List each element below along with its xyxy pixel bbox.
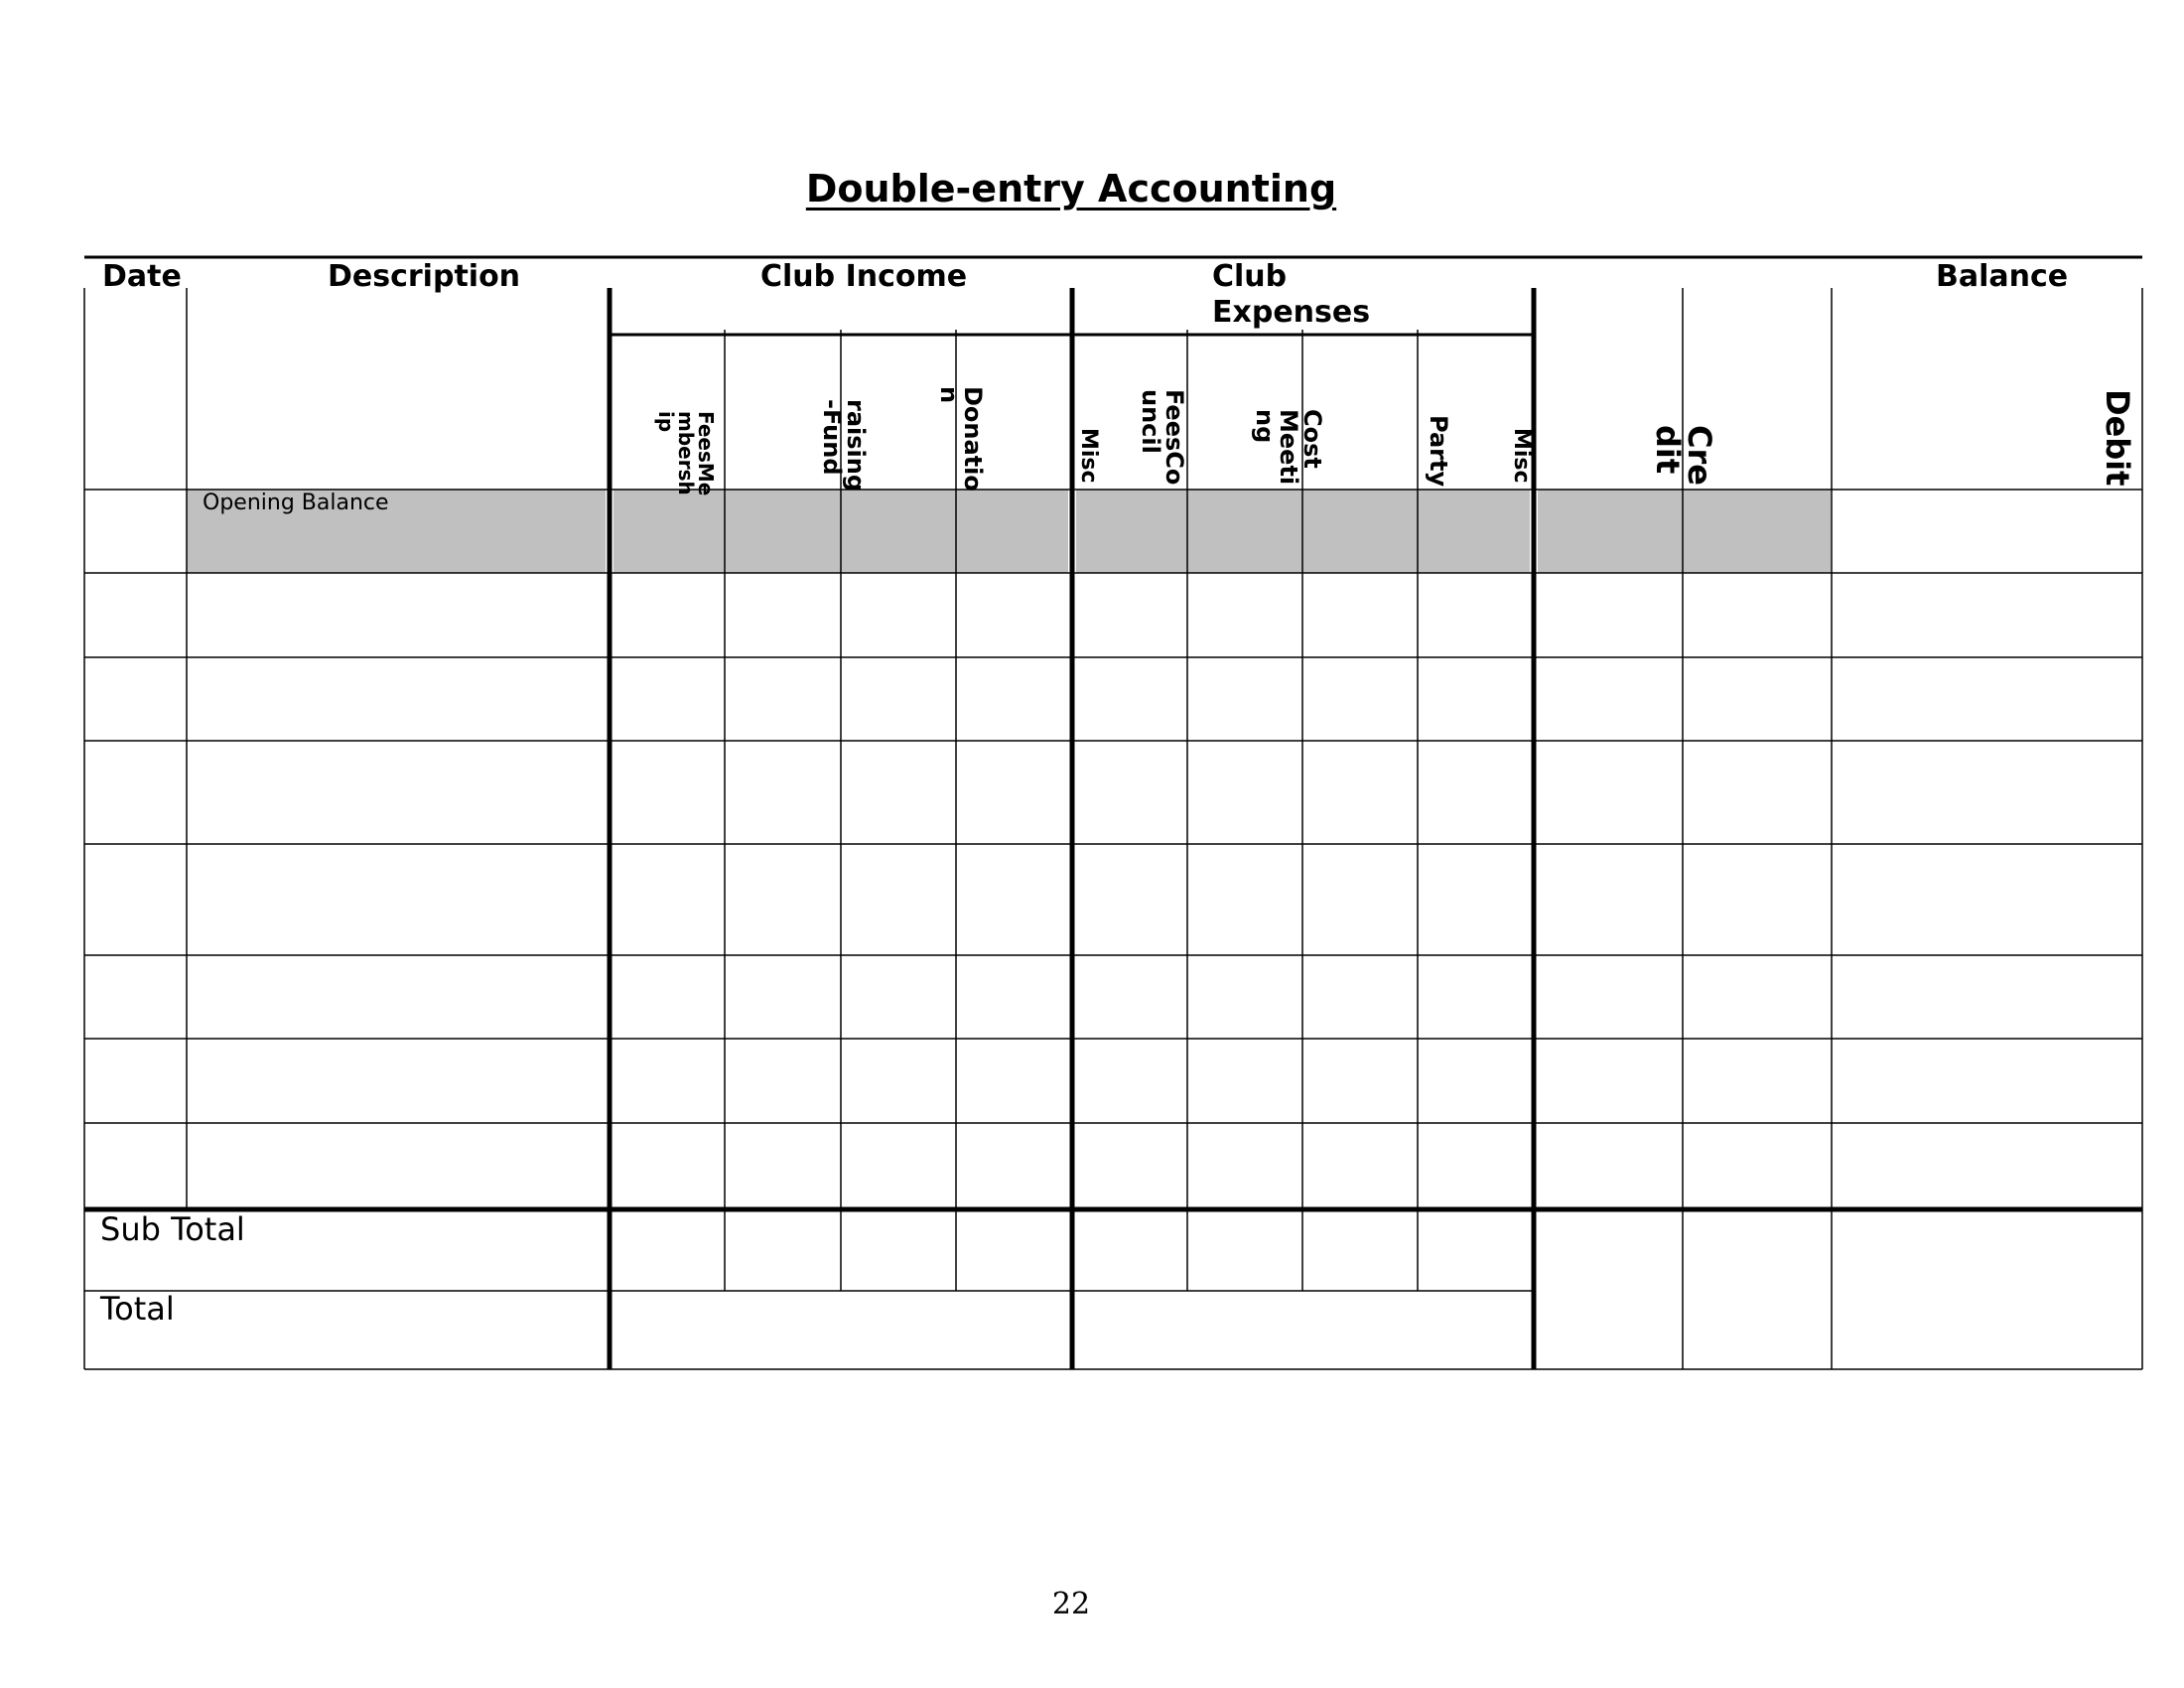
income-col-donation: Donatio n xyxy=(935,386,987,492)
income-col-membership-fees: FeesMe mbersh ip xyxy=(654,411,718,496)
expense-col-misc: Misc xyxy=(1509,428,1534,484)
expense-col-council-fees: FeesCo uncil xyxy=(1137,389,1188,486)
header-club-expenses: Club Expenses xyxy=(1212,259,1371,330)
expense-col-meeting-cost: Cost Meeti ng xyxy=(1251,409,1326,486)
income-col-misc: Misc xyxy=(1076,428,1101,484)
sub-total-label: Sub Total xyxy=(100,1210,245,1248)
expense-col-party: Party xyxy=(1425,415,1452,488)
page-title: Double-entry Accounting xyxy=(805,167,1337,211)
page-number: 22 xyxy=(1051,1587,1091,1621)
opening-balance-label: Opening Balance xyxy=(203,491,389,515)
total-label: Total xyxy=(100,1290,175,1328)
header-date: Date xyxy=(102,259,182,294)
balance-col-credit: Cre dit xyxy=(1649,425,1718,486)
header-balance: Balance xyxy=(1936,259,2069,294)
header-club-income: Club Income xyxy=(760,259,968,294)
balance-col-debit: Debit xyxy=(2099,389,2136,487)
income-col-fundraising: raising -Fund xyxy=(818,399,870,492)
opening-balance-shading xyxy=(187,490,1831,573)
header-description: Description xyxy=(328,259,521,294)
